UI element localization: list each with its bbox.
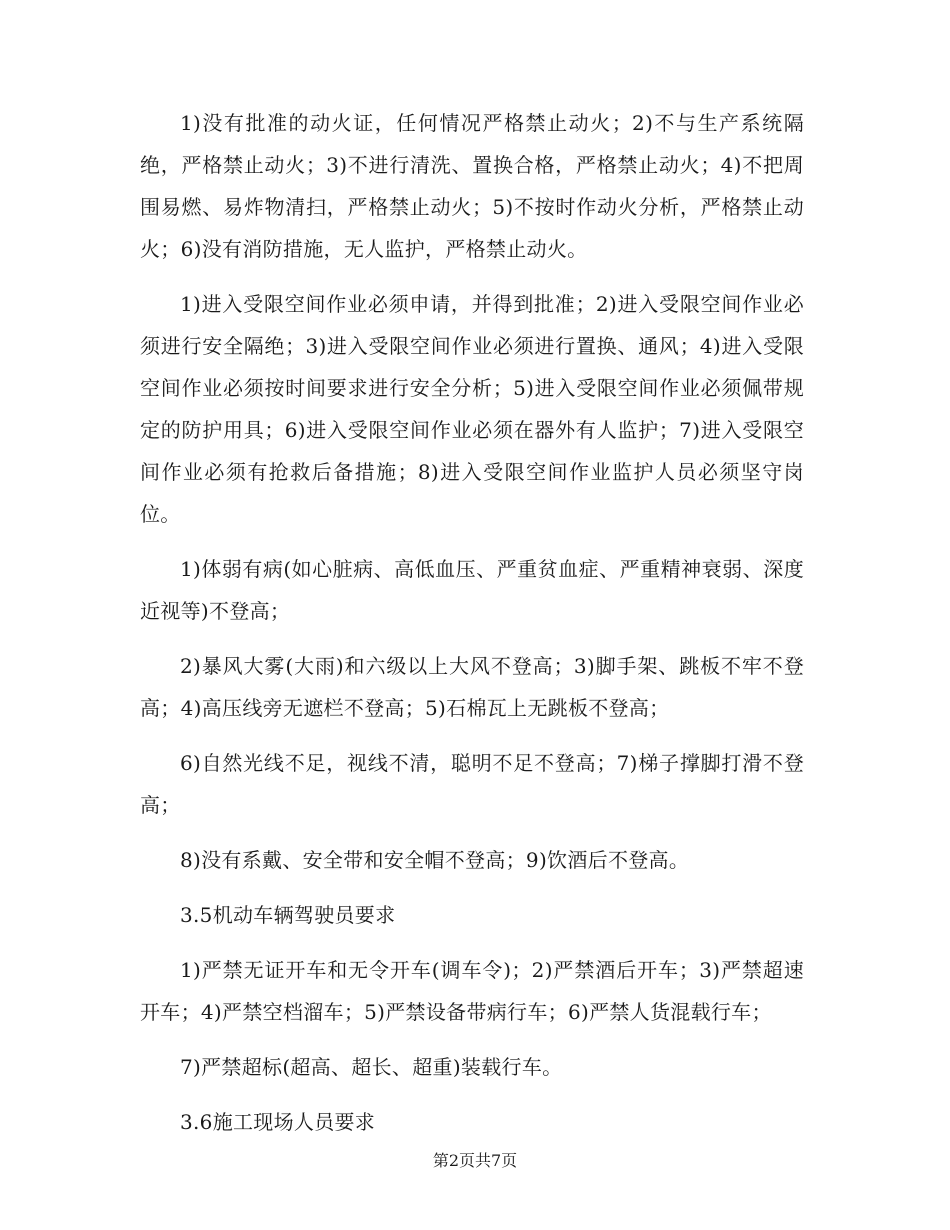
paragraph-height-work-rules-2-5: 2)暴风大雾(大雨)和六级以上大风不登高；3)脚手架、跳板不牢不登高；4)高压线旁无遮栏不登高；5)石棉瓦上无跳板不登高； (140, 654, 804, 720)
section-heading-3-5: 3.5机动车辆驾驶员要求 (180, 903, 396, 927)
document-body (140, 102, 804, 1156)
paragraph-height-work-rule-1: 1)体弱有病(如心脏病、高低血压、严重贫血症、严重精神衰弱、深度近视等)不登高； (140, 557, 804, 623)
paragraph-height-work-rules-8-9: 8)没有系戴、安全带和安全帽不登高；9)饮酒后不登高。 (180, 848, 690, 872)
paragraph-driver-rule-7: 7)严禁超标(超高、超长、超重)装载行车。 (180, 1055, 563, 1079)
section-heading-3-6: 3.6施工现场人员要求 (180, 1110, 376, 1134)
paragraph-driver-rules: 1)严禁无证开车和无令开车(调车令)；2)严禁酒后开车；3)严禁超速开车；4)严禁空档溜车；5)严禁设备带病行车；6)严禁人货混载行车； (140, 958, 804, 1024)
paragraph-height-work-rules-6-7: 6)自然光线不足，视线不清，聪明不足不登高；7)梯子撑脚打滑不登高； (140, 751, 804, 817)
paragraph-hot-work-rules: 1)没有批准的动火证，任何情况严格禁止动火；2)不与生产系统隔绝，严格禁止动火；3)不进行清洗、置换合格，严格禁止动火；4)不把周围易燃、易炸物清扫，严格禁止动火；5)不按时作动火分析，严格禁止动火；6)没有消防措施，无人监护，严格禁止动火。 (140, 111, 804, 261)
paragraph-confined-space-rules: 1)进入受限空间作业必须申请，并得到批准；2)进入受限空间作业必须进行安全隔绝；3)进入受限空间作业必须进行置换、通风；4)进入受限空间作业必须按时间要求进行安全分析；5)进入受限空间作业必须佩带规定的防护用具；6)进入受限空间作业必须在器外有人监护；7)进入受限空间作业必须有抢救后备措施；8)进入受限空间作业监护人员必须坚守岗位。 (140, 292, 804, 526)
page-number-footer: 第2页共7页 (432, 1151, 518, 1170)
